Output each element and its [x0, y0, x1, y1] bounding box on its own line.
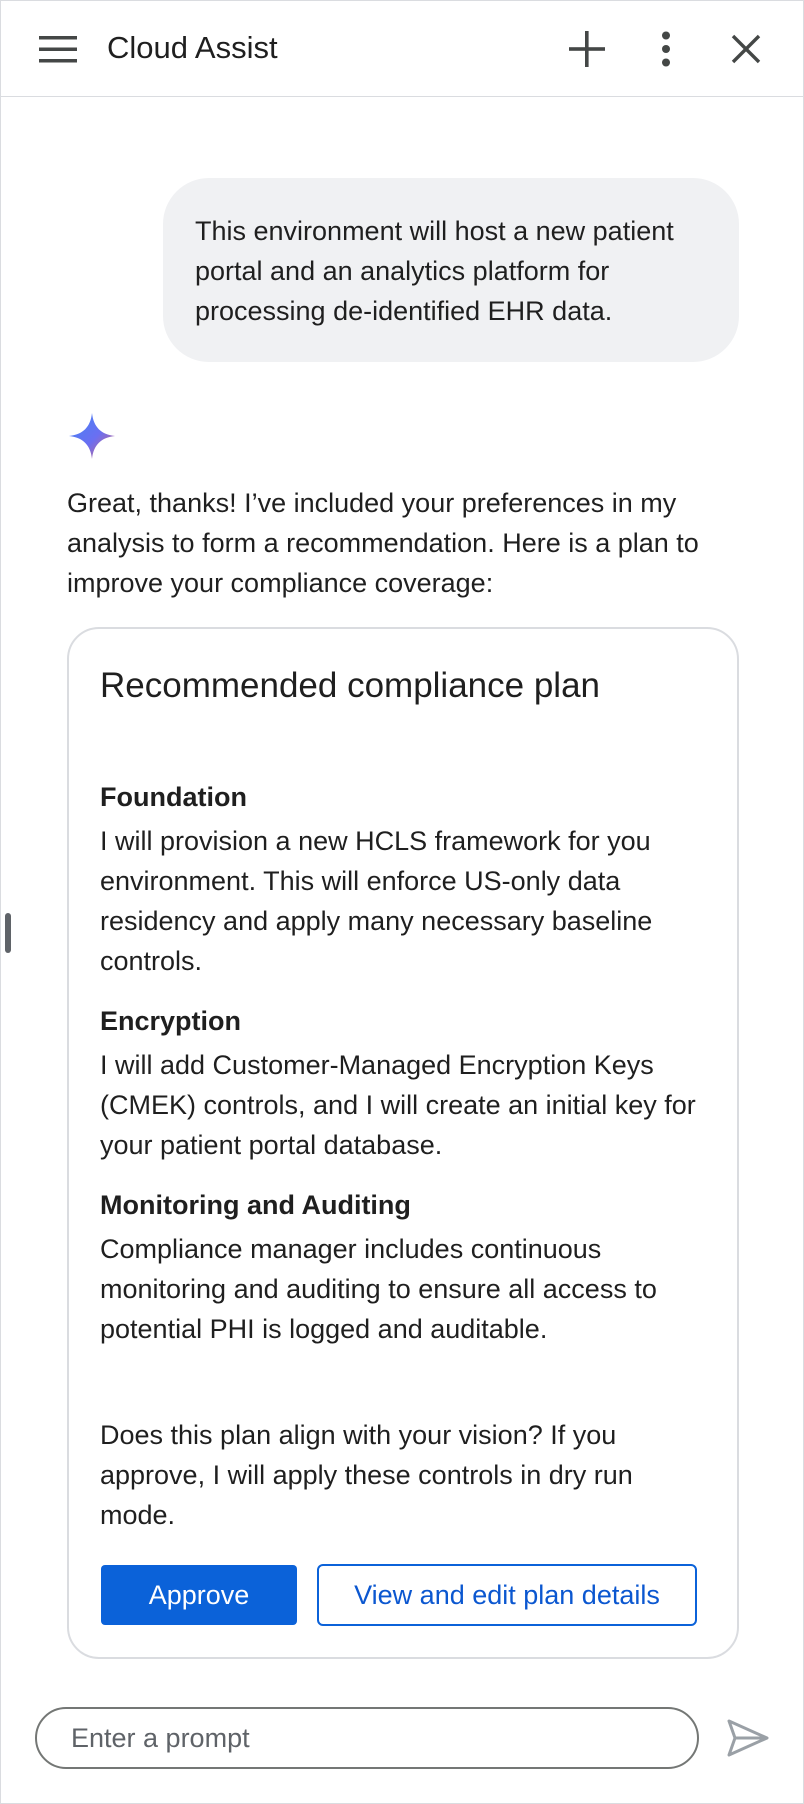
more-options-button[interactable] [644, 27, 688, 71]
close-button[interactable] [724, 27, 768, 71]
new-chat-button[interactable] [565, 27, 609, 71]
plan-question: Does this plan align with your vision? If you approve, I will apply these controls in dry run mode. [100, 1420, 633, 1530]
approve-button[interactable]: Approve [101, 1565, 297, 1625]
section-body-encryption: I will add Customer-Managed Encryption Keys (CMEK) controls, and I will create an initial key for your patient portal database. [100, 1050, 696, 1160]
section-body-foundation: I will provision a new HCLS framework for you environment. This will enforce US-only data residency and apply many necessary baseline controls. [100, 826, 653, 976]
resize-handle[interactable] [5, 913, 11, 953]
section-heading-monitoring: Monitoring and Auditing [100, 1190, 411, 1220]
section-heading-foundation: Foundation [100, 782, 247, 812]
add-icon [567, 29, 607, 69]
user-message: This environment will host a new patient portal and an analytics platform for processing de-identified EHR data. [163, 178, 739, 362]
view-edit-plan-button[interactable]: View and edit plan details [317, 1564, 697, 1626]
more-vert-icon [660, 31, 672, 67]
section-body-monitoring: Compliance manager includes continuous monitoring and auditing to ensure all access to potential PHI is logged and auditable. [100, 1234, 657, 1344]
sparkle-icon [67, 411, 117, 461]
send-icon [726, 1718, 770, 1758]
assistant-intro: Great, thanks! I’ve included your preferences in my analysis to form a recommendation. Here is a plan to improve your compliance coverage: [67, 488, 699, 598]
close-icon [730, 33, 762, 65]
section-heading-encryption: Encryption [100, 1006, 242, 1036]
send-button[interactable] [721, 1711, 775, 1765]
compliance-plan-card [67, 627, 739, 1659]
card-title: Recommended compliance plan [100, 666, 600, 705]
menu-icon[interactable] [39, 35, 77, 63]
prompt-input[interactable] [35, 1707, 699, 1769]
panel-header [1, 1, 803, 97]
panel-title: Cloud Assist [107, 30, 278, 65]
